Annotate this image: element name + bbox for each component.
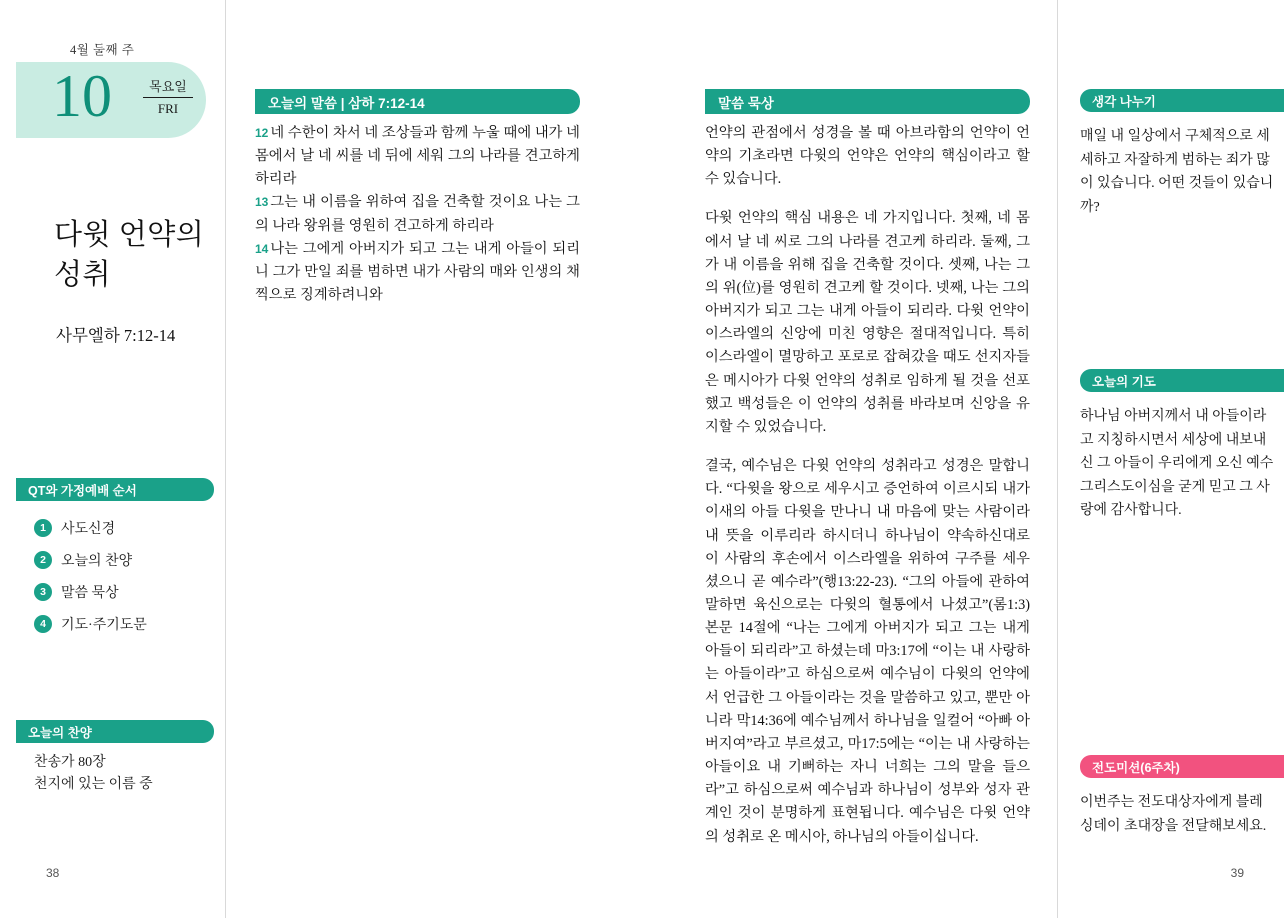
week-label: 4월 둘째 주	[70, 43, 135, 57]
list-item	[34, 608, 224, 640]
share-section-heading: 생각 나누기	[1080, 89, 1284, 112]
scripture-body	[255, 122, 580, 307]
order-section-heading: QT와 가정예배 순서	[16, 478, 214, 501]
date-dayofweek-kr: 목요일	[143, 76, 193, 98]
order-item-label: 오늘의 찬양	[61, 554, 133, 569]
meditation-paragraph: 언약의 관점에서 성경을 볼 때 아브라함의 언약이 언약의 기초라면 다윗의 언약은 언약의 핵심이라고 할 수 있습니다.	[705, 125, 1030, 188]
order-item-label: 말씀 묵상	[61, 586, 119, 601]
verse-text: 나는 그에게 아버지가 되고 그는 내게 아들이 되리니 그가 만일 죄를 범하면 내가 사람의 매와 인생의 채찍으로 징계하려니와	[255, 240, 580, 304]
meditation-heading: 말씀 묵상	[705, 89, 1030, 114]
page-number-right: 39	[1230, 866, 1244, 880]
date-dayofweek-en: FRI	[157, 101, 179, 116]
verse-number: 14	[255, 241, 269, 256]
right-column	[1058, 0, 1284, 918]
page-number-left: 38	[46, 866, 60, 880]
list-item	[34, 512, 224, 544]
list-item	[34, 576, 224, 608]
order-item-label: 기도·주기도문	[61, 618, 147, 633]
praise-section-heading: 오늘의 찬양	[16, 720, 214, 743]
title-scripture-ref: 사무엘하 7:12-14	[56, 326, 176, 345]
verse-text: 그는 내 이름을 위하여 집을 건축할 것이요 나는 그의 나라 왕위를 영원히 견고하게 하리라	[255, 194, 580, 234]
page-title: 다윗 언약의 성취	[54, 219, 205, 292]
order-number-badge: 2	[34, 551, 52, 569]
meditation-paragraph: 다윗 언약의 핵심 내용은 네 가지입니다. 첫째, 네 몸에서 날 네 씨로 그의 나라를 견고케 하리라. 둘째, 그가 내 이름을 위해 집을 건축할 것이다. 셋째, 나는 그의 위(位)를 영원히 견고케 할 것이다. 넷째, 나는 그의 아버지가 되고 그는 내게 아들이 되리라. 다윗 언약이 이스라엘의 신앙에 미친 영향은 절대적입니다. 특히 이스라엘이 멸망하고 포로로 잡혀갔을 때도 선지자들은 메시아가 다윗 언약의 성취로 임하게 될 것을 선포했고 백성들은 이 언약의 성취를 바라보며 신앙을 유지할 수 있었습니다.	[705, 210, 1030, 435]
mission-body: 이번주는 전도대상자에게 블레싱데이 초대장을 전달해보세요.	[1080, 795, 1267, 834]
order-number-badge: 4	[34, 615, 52, 633]
prayer-body: 하나님 아버지께서 내 아들이라고 지칭하시면서 세상에 내보내신 그 아들이 우리에게 오신 예수 그리스도이심을 굳게 믿고 그 사랑에 감사합니다.	[1080, 409, 1274, 519]
praise-body	[34, 752, 214, 797]
list-item	[34, 544, 224, 576]
order-list	[34, 512, 224, 640]
order-number-badge: 3	[34, 583, 52, 601]
date-number: 10	[52, 63, 112, 129]
verse-text: 네 수한이 차서 네 조상들과 함께 누울 때에 내가 네 몸에서 날 네 씨를 네 뒤에 세워 그의 나라를 견고하게 하리라	[255, 125, 580, 188]
left-column	[0, 0, 225, 918]
column-divider-left	[225, 0, 226, 918]
scripture-heading: 오늘의 말씀 | 삼하 7:12-14	[255, 89, 580, 114]
share-body: 매일 내 일상에서 구체적으로 세세하고 자잘하게 범하는 죄가 많이 있습니다. 어떤 것들이 있습니까?	[1080, 129, 1274, 215]
order-number-badge: 1	[34, 519, 52, 537]
prayer-section-heading: 오늘의 기도	[1080, 369, 1284, 392]
date-dayofweek	[143, 76, 193, 117]
praise-hymn-number: 찬송가 80장	[34, 755, 106, 770]
meditation-paragraph: 결국, 예수님은 다윗 언약의 성취라고 성경은 말합니다. “다윗을 왕으로 세우시고 증언하여 이르시되 내가 이새의 아들 다윗을 만나니 내 마음에 맞는 사람이라 내 뜻을 이루리라 하시더니 하나님이 약속하신대로 이 사람의 후손에서 이스라엘을 위하여 구주를 세우셨으니 곧 예수라”(행13:22-23). “그의 아들에 관하여 말하면 육신으로는 다윗의 혈통에서 나셨고”(롬1:3) 본문 14절에 “나는 그에게 아버지가 되고 그는 내게 아들이 되리라”고 하셨는데 마3:17에 “이는 내 사랑하는 아들이라”고 하심으로써 예수님이 다윗의 언약에서 언급한 그 아들이라는 것을 말씀하고 있고, 뿐만 아니라 막14:36에 예수님께서 하나님을 일컬어 “아빠 아버지여”라고 부르셨고, 마17:5에는 “이는 내 사랑하는 아들이요 내 기뻐하는 자니 너희는 그의 말을 들으라”고 하심으로써 예수님과 하나님이 성부와 성자 관계인 것이 분명하게 표현됩니다. 예수님은 다윗 언약의 성취로 온 메시아, 하나님의 아들이십니다.	[705, 458, 1030, 845]
praise-hymn-title: 천지에 있는 이름 중	[34, 777, 153, 793]
order-item-label: 사도신경	[61, 522, 116, 537]
verse-number: 13	[255, 195, 269, 210]
verse-number: 12	[255, 126, 269, 140]
meditation-body	[705, 122, 1030, 865]
mission-section-heading: 전도미션(6주차)	[1080, 755, 1284, 778]
